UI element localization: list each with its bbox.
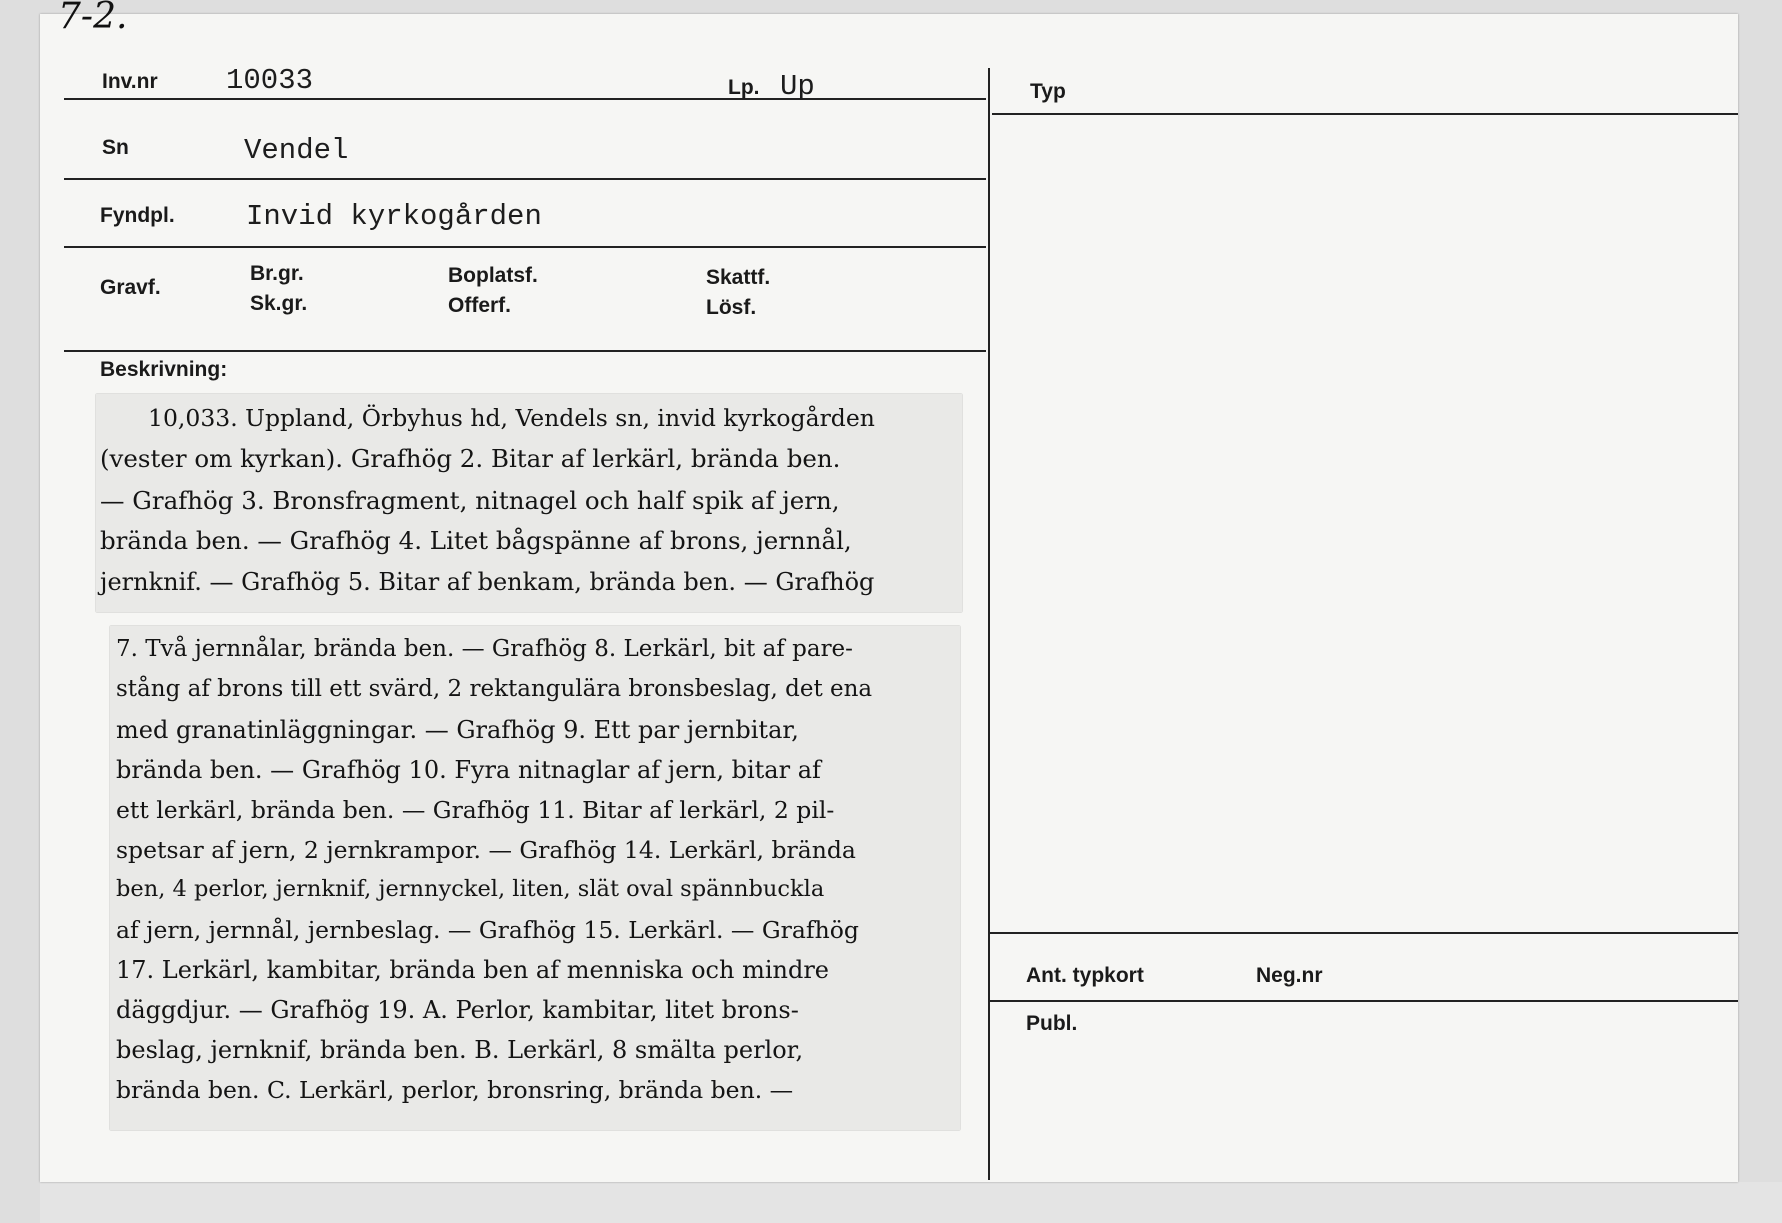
- offerf-label: Offerf.: [448, 294, 511, 317]
- description-clipping-1: [96, 394, 962, 612]
- inv-nr-value: 10033: [226, 64, 314, 97]
- clipping-line: brända ben. C. Lerkärl, perlor, bronsring, brända ben. —: [116, 1076, 794, 1104]
- rule-typ: [992, 113, 1738, 115]
- losf-label: Lösf.: [706, 296, 757, 319]
- brgr-label: Br.gr.: [250, 262, 304, 285]
- sn-label: Sn: [102, 136, 129, 159]
- ant-typkort-label: Ant. typkort: [1026, 964, 1144, 987]
- rule-gravf: [64, 350, 986, 352]
- clipping-line: däggdjur. — Grafhög 19. A. Perlor, kambitar, litet brons-: [116, 996, 799, 1024]
- rule-sn: [64, 178, 986, 180]
- clipping-line: — Grafhög 3. Bronsfragment, nitnagel och half spik af jern,: [100, 486, 840, 515]
- clipping-line: spetsar af jern, 2 jernkrampor. — Grafhög 14. Lerkärl, brända: [116, 836, 856, 864]
- skattf-label: Skattf.: [706, 266, 771, 289]
- neg-nr-label: Neg.nr: [1256, 964, 1323, 987]
- clipping-line: jernknif. — Grafhög 5. Bitar af benkam, brända ben. — Grafhög: [100, 568, 875, 596]
- lp-label: Lp.: [728, 76, 760, 99]
- column-divider: [988, 68, 990, 1180]
- clipping-line: 7. Två jernnålar, brända ben. — Grafhög 8. Lerkärl, bit af pare-: [116, 636, 853, 662]
- clipping-line: ben, 4 perlor, jernknif, jernnyckel, liten, slät oval spännbuckla: [116, 876, 825, 902]
- clipping-line: med granatinläggningar. — Grafhög 9. Ett par jernbitar,: [116, 716, 799, 744]
- rule-ant-top: [990, 932, 1738, 934]
- description-clipping-2: [110, 626, 960, 1130]
- gravf-label: Gravf.: [100, 276, 161, 299]
- corner-note: 7-2.: [58, 0, 128, 37]
- rule-inv: [64, 98, 986, 100]
- clipping-line: stång af brons till ett svärd, 2 rektangulära bronsbeslag, det ena: [116, 676, 873, 702]
- clipping-line: (vester om kyrkan). Grafhög 2. Bitar af lerkärl, brända ben.: [100, 444, 841, 473]
- fyndpl-label: Fyndpl.: [100, 204, 175, 227]
- rule-ant-bottom: [990, 1000, 1738, 1002]
- inv-nr-label: Inv.nr: [102, 70, 158, 93]
- publ-label: Publ.: [1026, 1012, 1078, 1035]
- sn-value: Vendel: [244, 134, 349, 167]
- rule-fyndpl: [64, 246, 986, 248]
- clipping-line: af jern, jernnål, jernbeslag. — Grafhög 15. Lerkärl. — Grafhög: [116, 916, 859, 944]
- boplatsf-label: Boplatsf.: [448, 264, 538, 287]
- clipping-line: brända ben. — Grafhög 10. Fyra nitnaglar af jern, bitar af: [116, 756, 821, 784]
- skgr-label: Sk.gr.: [250, 292, 308, 315]
- clipping-line: brända ben. — Grafhög 4. Litet bågspänne af brons, jernnål,: [100, 526, 852, 555]
- typ-label: Typ: [1030, 80, 1066, 103]
- clipping-line: ett lerkärl, brända ben. — Grafhög 11. Bitar af lerkärl, 2 pil-: [116, 796, 835, 824]
- fyndpl-value: Invid kyrkogården: [246, 200, 542, 233]
- clipping-line: beslag, jernknif, brända ben. B. Lerkärl, 8 smälta perlor,: [116, 1036, 804, 1064]
- clipping-line: 10,033. Uppland, Örbyhus hd, Vendels sn, invid kyrkogården: [148, 404, 875, 432]
- lp-value: Up: [780, 70, 815, 103]
- beskrivning-label: Beskrivning:: [100, 358, 228, 381]
- card-shadow: [40, 1182, 1782, 1223]
- clipping-line: 17. Lerkärl, kambitar, brända ben af menniska och mindre: [116, 956, 829, 984]
